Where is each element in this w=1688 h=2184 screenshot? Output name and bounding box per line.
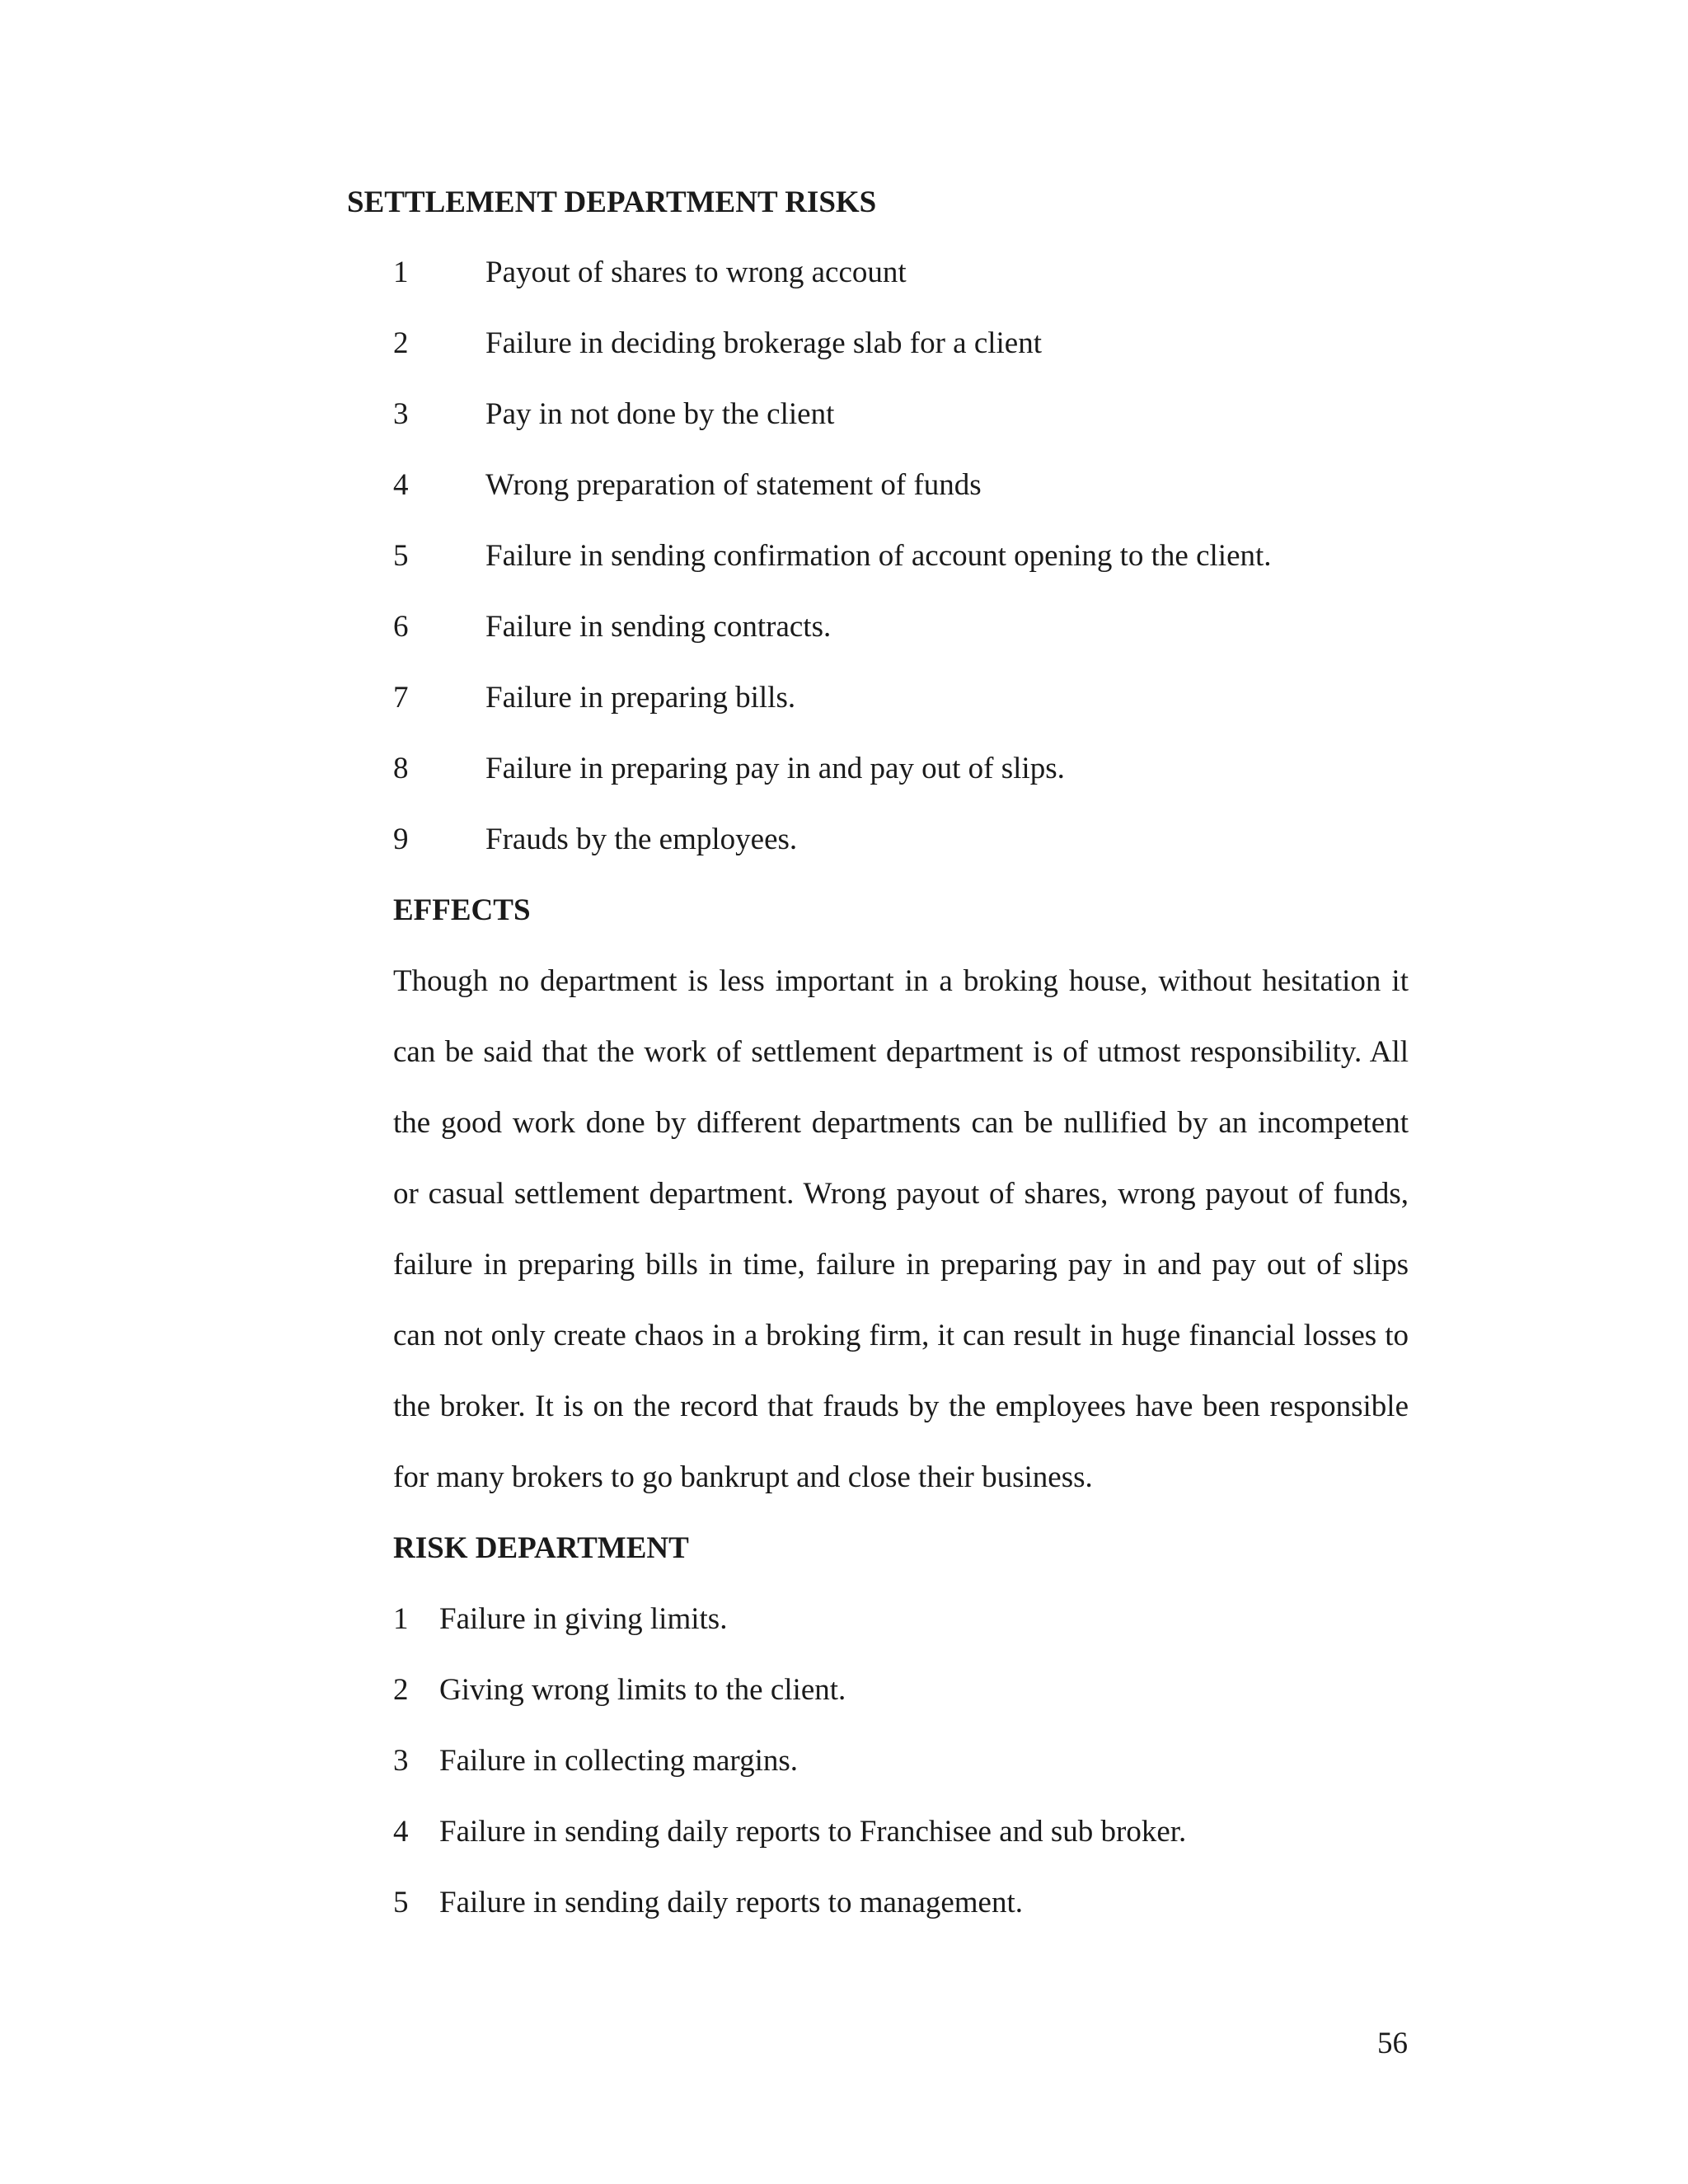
- list-item-number: 5: [393, 1886, 409, 1919]
- list-item-text: Failure in sending daily reports to Franchisee and sub broker.: [439, 1815, 1187, 1849]
- list-item: [393, 467, 1465, 504]
- list-item-number: 6: [393, 610, 409, 644]
- paragraph-line: can be said that the work of settlement department is of utmost responsibility. All: [393, 1035, 1409, 1069]
- list-item-number: 4: [393, 1815, 409, 1849]
- page-number: 56: [1377, 2027, 1408, 2060]
- list-item: [393, 1672, 1465, 1708]
- list-item: [393, 680, 1465, 716]
- list-item-number: 2: [393, 326, 409, 360]
- list-item-number: 1: [393, 1602, 409, 1636]
- list-item-text: Failure in preparing pay in and pay out of slips.: [485, 752, 1065, 785]
- list-item: [393, 1814, 1465, 1850]
- paragraph-line: failure in preparing bills in time, failure in preparing pay in and pay out of slips: [393, 1248, 1409, 1282]
- paragraph-line: the good work done by different departments can be nullified by an incompetent: [393, 1106, 1409, 1140]
- list-item-text: Failure in preparing bills.: [485, 681, 796, 715]
- paragraph-line: can not only create chaos in a broking firm, it can result in huge financial losses to: [393, 1319, 1409, 1352]
- list-item-number: 3: [393, 1744, 409, 1778]
- effects-heading: EFFECTS: [393, 893, 531, 927]
- list-item: [393, 255, 1465, 291]
- list-item-text: Pay in not done by the client: [485, 397, 835, 431]
- list-item-text: Frauds by the employees.: [485, 823, 798, 856]
- list-item: [393, 822, 1465, 858]
- list-item-text: Failure in collecting margins.: [439, 1744, 799, 1778]
- list-item: [393, 609, 1465, 645]
- list-item: [393, 538, 1465, 574]
- paragraph-line: or casual settlement department. Wrong payout of shares, wrong payout of funds,: [393, 1177, 1409, 1211]
- list-item-text: Failure in sending daily reports to management.: [439, 1886, 1023, 1919]
- list-item: [393, 326, 1465, 362]
- list-item-number: 8: [393, 752, 409, 785]
- list-item-text: Wrong preparation of statement of funds: [485, 468, 982, 502]
- list-item-text: Failure in deciding brokerage slab for a client: [485, 326, 1042, 360]
- list-item: [393, 1885, 1465, 1921]
- settlement-department-risks-heading: SETTLEMENT DEPARTMENT RISKS: [347, 185, 877, 219]
- list-item-number: 3: [393, 397, 409, 431]
- list-item-number: 5: [393, 539, 409, 573]
- list-item-number: 4: [393, 468, 409, 502]
- paragraph-line: for many brokers to go bankrupt and close their business.: [393, 1460, 1093, 1494]
- list-item: [393, 751, 1465, 787]
- list-item: [393, 396, 1465, 433]
- list-item-number: 2: [393, 1673, 409, 1707]
- risk-department-heading: RISK DEPARTMENT: [393, 1531, 689, 1565]
- list-item-number: 9: [393, 823, 409, 856]
- paragraph-line: the broker. It is on the record that frauds by the employees have been responsible: [393, 1390, 1409, 1423]
- list-item-text: Giving wrong limits to the client.: [439, 1673, 846, 1707]
- list-item-text: Failure in giving limits.: [439, 1602, 728, 1636]
- list-item-text: Failure in sending contracts.: [485, 610, 832, 644]
- paragraph-line: Though no department is less important in a broking house, without hesitation it: [393, 964, 1409, 998]
- list-item: [393, 1601, 1465, 1638]
- list-item-text: Failure in sending confirmation of account opening to the client.: [485, 539, 1272, 573]
- list-item-number: 7: [393, 681, 409, 715]
- list-item-number: 1: [393, 255, 409, 289]
- list-item: [393, 1743, 1465, 1779]
- list-item-text: Payout of shares to wrong account: [485, 255, 907, 289]
